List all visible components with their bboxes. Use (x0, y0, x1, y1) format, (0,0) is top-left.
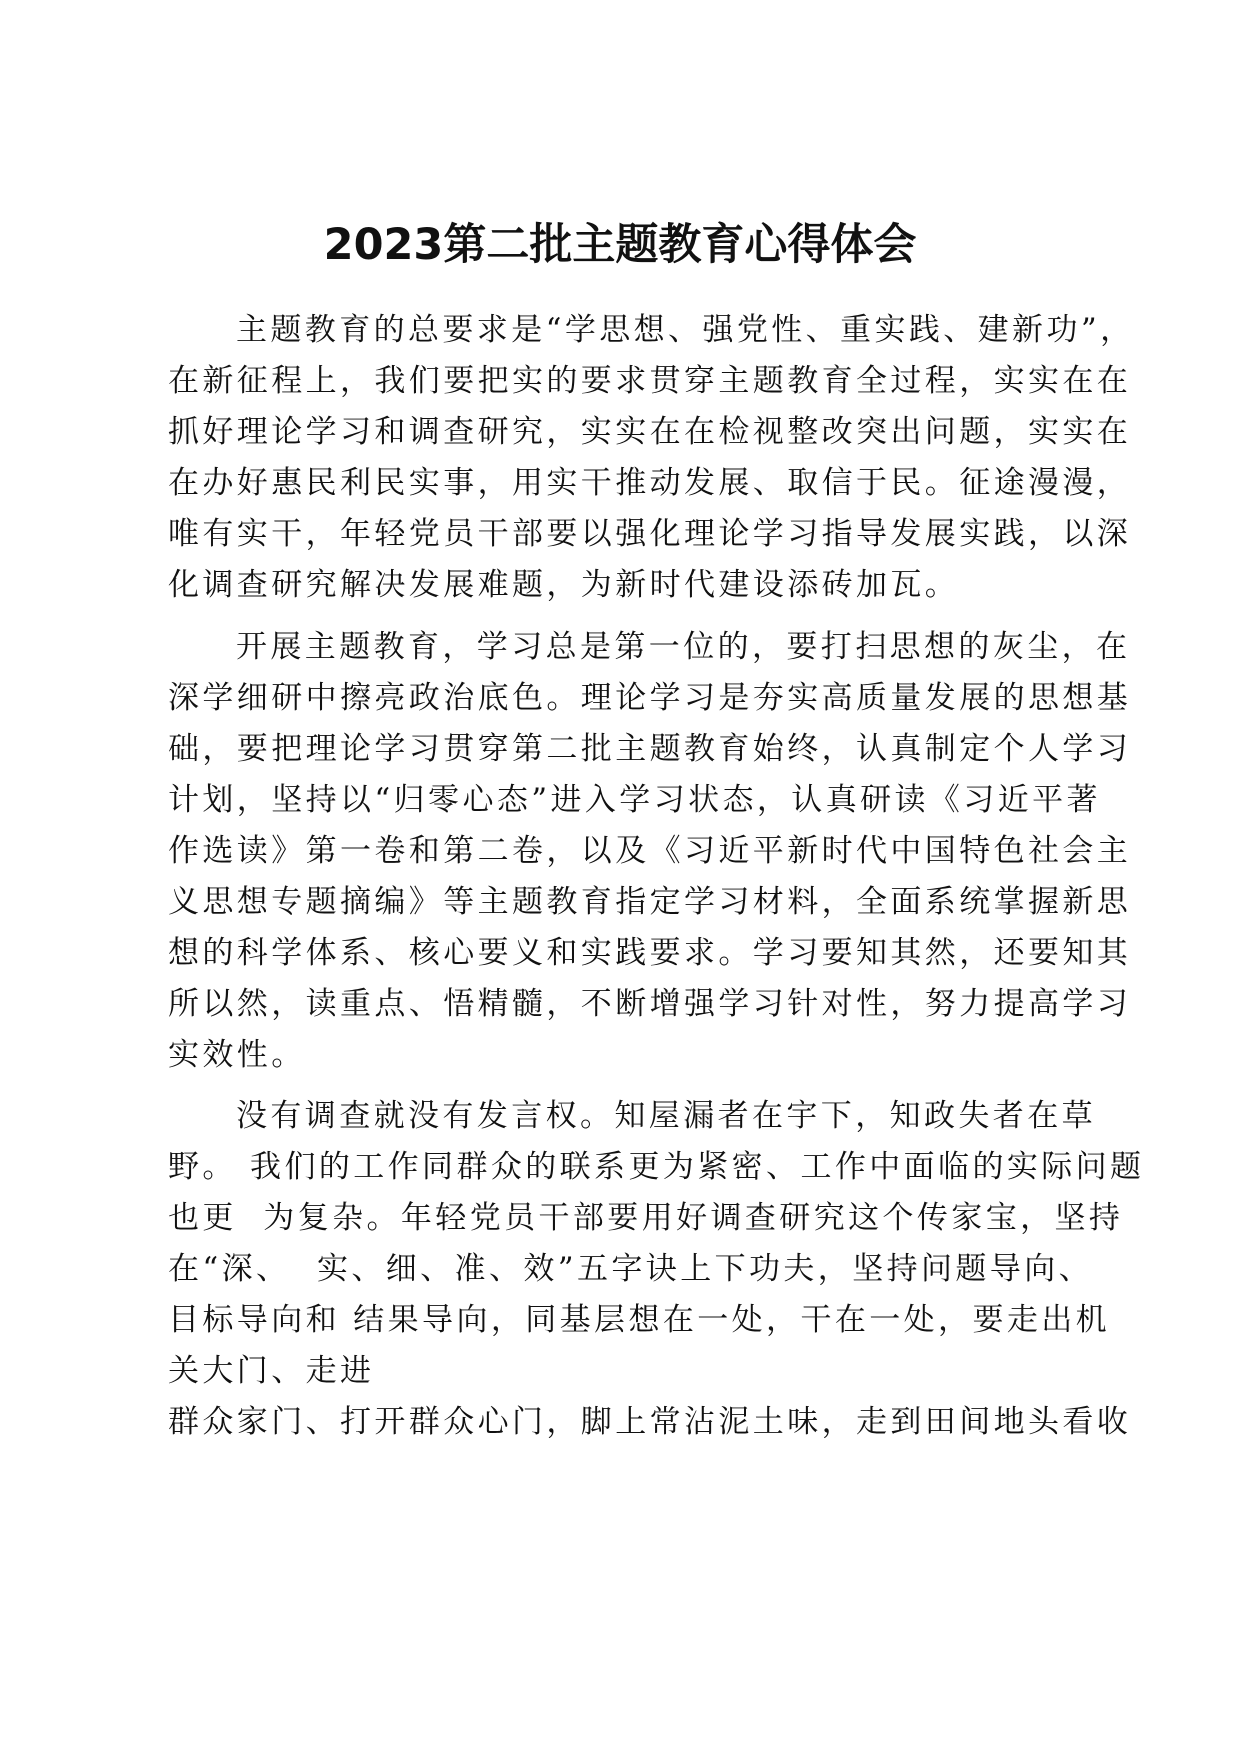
paragraph-1-line-5: 唯有实干，年轻党员干部要以强化理论学习指导发展实践，以深 (168, 516, 1132, 552)
paragraph-2-line-6: 义思想专题摘编》等主题教育指定学习材料，全面系统掌握新思 (168, 884, 1132, 920)
paragraph-1-line-1: 主题教育的总要求是“学思想、强党性、重实践、建新功”， (236, 312, 1135, 348)
paragraph-3-line-6: 关大门、走进 (168, 1353, 375, 1389)
paragraph-3-line-3: 也更 为复杂。年轻党员干部要用好调查研究这个传家宝，坚持 (168, 1200, 1124, 1236)
paragraph-2-line-2: 深学细研中擦亮政治底色。理论学习是夯实高质量发展的思想基 (168, 680, 1132, 716)
paragraph-1-line-3: 抓好理论学习和调查研究，实实在在检视整改突出问题，实实在 (168, 414, 1132, 450)
paragraph-1-line-6: 化调查研究解决发展难题，为新时代建设添砖加瓦。 (168, 567, 960, 603)
paragraph-3-line-5: 目标导向和 结果导向，同基层想在一处，干在一处，要走出机 (168, 1302, 1111, 1338)
document-title: 2023第二批主题教育心得体会 (323, 220, 917, 270)
paragraph-2-line-3: 础，要把理论学习贯穿第二批主题教育始终，认真制定个人学习 (168, 731, 1132, 767)
paragraph-2-line-8: 所以然，读重点、悟精髓，不断增强学习针对性，努力提高学习 (168, 986, 1132, 1022)
paragraph-3-line-2: 野。 我们的工作同群众的联系更为紧密、工作中面临的实际问题 (168, 1149, 1145, 1185)
paragraph-2-line-9: 实效性。 (168, 1037, 306, 1073)
paragraph-1-line-2: 在新征程上，我们要把实的要求贯穿主题教育全过程，实实在在 (168, 363, 1132, 399)
paragraph-2-line-5: 作选读》第一卷和第二卷，以及《习近平新时代中国特色社会主 (168, 833, 1132, 869)
paragraph-2-line-4: 计划，坚持以“归零心态”进入学习状态，认真研读《习近平著 (168, 782, 1101, 818)
paragraph-3-line-4: 在“深、 实、细、准、效”五字诀上下功夫，坚持问题导向、 (168, 1251, 1094, 1287)
paragraph-2-line-7: 想的科学体系、核心要义和实践要求。学习要知其然，还要知其 (168, 935, 1132, 971)
paragraph-3-line-1: 没有调查就没有发言权。知屋漏者在宇下，知政失者在草 (236, 1098, 1096, 1134)
paragraph-2-line-1: 开展主题教育，学习总是第一位的，要打扫思想的灰尘，在 (236, 629, 1131, 665)
paragraph-1-line-4: 在办好惠民利民实事，用实干推动发展、取信于民。征途漫漫， (168, 465, 1132, 501)
paragraph-3-line-7: 群众家门、打开群众心门，脚上常沾泥土味，走到田间地头看收 (168, 1404, 1132, 1440)
